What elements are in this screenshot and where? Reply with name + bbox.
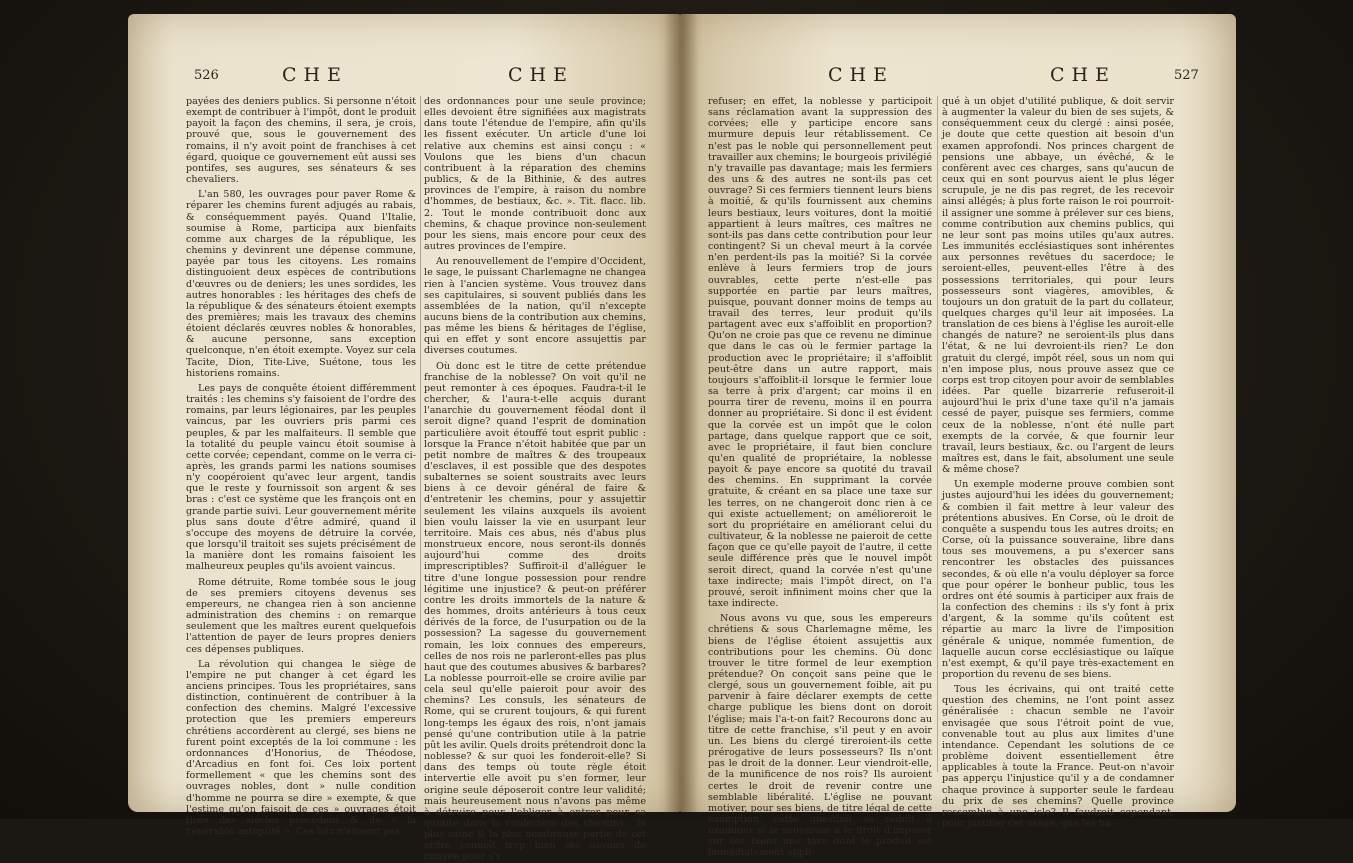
- paragraph: Rome détruite, Rome tombée sous le joug de ses premiers citoyens devenus ses empereurs, ne changea rien à son ancienne administration des chemins : on remarque seulement que les maîtres eurent quelquefois l'attention de payer de leurs propres deniers ces dépenses publiques.: [186, 576, 416, 655]
- left-column-1: [186, 96, 416, 837]
- paragraph: Où donc est le titre de cette prétendue franchise de la noblesse? On voit qu'il ne peut remonter à ces époques. Faudra-t-il le chercher, & l'aura-t-elle acquis durant l'anarchie du gouvernement féodal dont il seroit digne? quand l'esprit de domination particulière avoit étouffé tout esprit public : lorsque la France n'étoit habitée que par un petit nombre de maîtres & des troupeaux d'esclaves, il est possible que des despotes subalternes se soient soustraits avec leurs biens à ce devoir général de faire & d'entretenir les chemins, pour y assujettir seulement les vilains auxquels ils avoient bien voulu laisser la vie en usurpant leur territoire. Mais ces abus, nés d'abus plus monstrueux encore, nous seront-ils donnés aujourd'hui comme des droits imprescriptibles? Suffiroit-il d'alléguer le titre d'une longue possession pour rendre légitime une injustice? & peut-on préférer contre les droits immortels de la nature & des hommes, droits antérieurs à tous ceux dérivés de la force, de l'usurpation ou de la possession? La sagesse du gouvernement romain, les loix connues des empereurs, celles de nos rois ne parleront-elles pas plus haut que des coutumes abusives & barbares? La noblesse pourroit-elle se croire avilie par cela seul qu'elle paieroit pour avoir des chemins? Les consuls, les sénateurs de Rome, qui se crurent toujours, & qui furent long-temps les égaux des rois, n'ont jamais pensé qu'une contribution utile à la patrie pût les avilir. Quels droits prétendroit donc la noblesse? & sur quoi les fonderoit-elle? Si dans des temps où toute règle étoit intervertie elle avoit pu s'en former, leur origine seule déposeroit contre leur validité; mais heureusement nous n'avons pas même à détruire pour l'obliger à entrer pour sa quotité dans la confection des chemins : la plus saine & la plus nombreuse partie de cet ordre connoît trop bien ses devoirs de citoyen pour s'y: [424, 360, 646, 863]
- right-running-head-1: CHE: [828, 64, 894, 86]
- left-column-2: [424, 96, 646, 863]
- right-page: [680, 14, 1236, 859]
- left-running-head-1: CHE: [282, 64, 348, 86]
- right-page-header: [680, 64, 1236, 90]
- paragraph: Au renouvellement de l'empire d'Occident, le sage, le puissant Charlemagne ne changea rien à l'ancien système. Vous trouvez dans ses capitulaires, si souvent publiés dans les assemblées de la nation, qu'il n'excepte aucuns biens de la contribution aux chemins, pas même les biens & héritages de l'église, qui en effet y sont encore assujettis par diverses coutumes.: [424, 256, 646, 357]
- column-divider: [420, 96, 421, 772]
- left-page-number: 526: [194, 68, 219, 83]
- paragraph: qué à un objet d'utilité publique, & doit servir à augmenter la valeur du bien de ses sujets, & conséquemment ceux du clergé : ainsi posée, je doute que cette question ait besoin d'un examen approfondi. Nos princes chargent de pensions une abbaye, un évêché, & le confèrent avec ces charges, sans qu'aucun de ceux qui en sont pourvus aient le plus léger scrupule, je ne dis pas regret, de les recevoir ainsi allégés; à plus forte raison le roi pourroit-il assigner une somme à prélever sur ces biens, comme contribution aux chemins publics, qui ne leur sont pas moins utiles qu'aux autres. Les immunités ecclésiastiques sont inhérentes aux personnes revêtues du sacerdoce; le seroient-elles, peuvent-elles l'être à des possessions territoriales, qui pour leurs possesseurs sont viagères, amovibles, & toujours un don gratuit de la part du collateur, quelques charges qu'il leur ait imposées. La translation de ces biens à l'église les auroit-elle changés de nature? ne seroient-ils plus dans l'état, & ne lui devroient-ils rien? Le don gratuit du clergé, impôt réel, sous un nom qui n'en impose plus, nous prouve assez que ce corps est trop citoyen pour avoir de semblables idées. Par quelle bizarrerie refuseroit-il aujourd'hui le prix d'une taxe qu'il n'a jamais cessé de payer, puisque ses fermiers, comme ceux de la noblesse, n'ont été nulle part exempts de la corvée, & que fournir leur travail, leurs bestiaux, &c. ou l'argent de leurs maîtres est, dans le fait, absolument une seule & même chose?: [942, 96, 1174, 476]
- paragraph: L'an 580, les ouvrages pour paver Rome & réparer les chemins furent adjugés au rabais, & conséquemment payés. Quand l'Italie, soumise à Rome, participa aux bienfaits comme aux charges de la république, les chemins y devinrent une dépense commune, payée par tous les citoyens. Les romains distinguoient deux espèces de contributions d'œuvres ou de deniers; les unes sordides, les autres honorables : les héritages des chefs de la république & des sénateurs étoient exempts des premières; mais les travaux des chemins étoient déclarés œuvres nobles & honorables, & aucune personne, sans exception quelconque, n'en étoit exempte. Voyez sur cela Tacite, Dion, Tite-Live, Suétone, tous les historiens romains.: [186, 189, 416, 379]
- left-page: [128, 14, 680, 863]
- column-divider: [937, 96, 938, 772]
- paragraph: Les pays de conquête étoient différemment traités : les chemins s'y faisoient de l'ordre des romains, par leurs légionaires, par les peuples vaincus, par les ouvriers pris parmi ces peuples, & par les malfaiteurs. Il semble que la totalité du peuple vaincu étoit soumise à cette corvée; cependant, comme on le verra ci-après, les grands parmi les nations soumises n'y coopéroient qu'avec leur argent, tandis que le reste y fournissoit son argent & ses bras : c'est ce système que les françois ont en grande partie suivi. Leur gouvernement mérite plus sans doute d'être admiré, quand il s'occupe des moyens de détruire la corvée, que lorsqu'il traitoit ses sujets précisément de la manière dont les romains faisoient les malheureux peuples qu'ils avoient vaincus.: [186, 382, 416, 573]
- paragraph: payées des deniers publics. Si personne n'étoit exempt de contribuer à l'impôt, dont le produit payoit la façon des chemins, il sera, je crois, prouvé que, sous le gouvernement des romains, il n'y avoit point de franchises à cet égard, quoique ce gouvernement eût aussi ses pontifes, ses augures, ses sénateurs & ses chevaliers.: [186, 96, 416, 186]
- paragraph: Nous avons vu que, sous les empereurs chrétiens & sous Charlemagne même, les biens de l'église étoient assujettis aux contributions pour les chemins. Où donc trouver le titre formel de leur exemption prétendue? On conçoit sans peine que le clergé, sous un gouvernement foible, ait pu parvenir à faire déclarer exempts de cette charge publique les biens dont on doroit l'église; mais l'a-t-on fait? Recourons donc au titre de cette franchise, s'il peut y en avoir un. Les biens du clergé tireroient-ils cette prérogative de leurs possesseurs? Ils n'ont pas le droit de la donner. Leur viendroit-elle, de la munificence de nos rois? Ils auroient certes le droit de revenir contre une semblable libéralité. L'église ne pouvant motiver, pour ses biens, de titre légal de cette exemption, cette question se réduit à examiner si le souverain a le droit d'imposer sur ses biens une taxe dont le produit est immédiatement appli-: [708, 613, 932, 859]
- right-column-1: [708, 96, 932, 859]
- paragraph: Tous les écrivains, qui ont traité cette question des chemins, ne l'ont point assez généralisée : chacun semble ne l'avoir envisagée que sous l'étroit point de vue, convenable tout au plus aux limites d'une intendance. Cependant les solutions de ce problème doivent essentiellement être applicables à toute la France. Peut-on n'avoir pas apperçu l'injustice qu'il y a de condamner chaque province à supporter seule le fardeau du prix de ses chemins? Quelle province ressemble à une isle? Il faudroit cependant, pour justifier cet usage, que les ha-: [942, 684, 1174, 829]
- left-running-head-2: CHE: [508, 64, 574, 86]
- right-page-number: 527: [1174, 68, 1199, 83]
- right-running-head-2: CHE: [1050, 64, 1116, 86]
- paragraph: Un exemple moderne prouve combien sont justes aujourd'hui les idées du gouvernement; & combien il fait mettre à leur valeur des prétentions abusives. En Corse, où le droit de conquête a suspendu tous les autres droits; en Corse, où la puissance souveraine, libre dans tous ses mouvemens, a pu s'exercer sans rencontrer les obstacles des puissances secondes, & où elle n'a voulu déployer sa force que pour opérer le bonheur public, tous les ordres ont été soumis à participer aux frais de la confection des chemins : ils s'y font à prix d'argent, & la somme qu'ils coûtent est répartie au marc la livre de l'imposition générale & unique, nommée fumention, de laquelle aucun corse ecclésiastique ou laïque n'est exempt, & qu'il paye très-exactement en proportion du revenu de ses biens.: [942, 479, 1174, 680]
- paragraph: refuser; en effet, la noblesse y participoit sans réclamation avant la suppression des corvées; elle y participe encore sans murmure depuis leur rétablissement. Ce n'est pas le noble qui personnellement peut travailler aux chemins; le bourgeois privilégié n'y travaille pas davantage; mais les fermiers des uns & des autres ne sont-ils pas cet ouvrage? Si ces fermiers tiennent leurs biens à moitié, & qu'ils fournissent aux chemins leurs bestiaux, leurs voitures, dont la moitié appartient à leurs maîtres, ces maîtres ne sont-ils pas dans cette contribution pour leur contingent? Si un cheval meurt à la corvée n'en perdent-ils pas la moitié? Si la corvée enlève à leurs fermiers trop de jours ouvrables, cette perte n'est-elle pas supportée en partie par leurs maîtres, puisque, pouvant donner moins de temps au travail des terres, leur produit qu'ils partagent avec eux s'affoiblit en proportion? Qu'on ne croie pas que ce revenu ne diminue que dans le cas où le fermier partage la production avec le propriétaire; il s'affoiblit peut-être dans un autre rapport, mais toujours s'affoiblit-il lorsque le fermier loue sa terre à prix d'argent; car moins il en pourra tirer de revenu, moins il en pourra donner au propriétaire. Si donc il est évident que la corvée est un impôt que le colon partage, dans quelque rapport que ce soit, avec le propriétaire, il faut bien conclure qu'en qualité de propriétaire, la noblesse payoit & paye encore sa quotité du travail des chemins. En supprimant la corvée gratuite, & créant en sa place une taxe sur les terres, on ne changeroit donc rien à ce qui existe actuellement; on amélioreroit le sort du propriétaire en améliorant celui du cultivateur, & la noblesse ne paieroit de cette façon que ce qu'elle payoit de l'autre, il cette seule différence près que le nouvel impôt seroit direct, quand la corvée n'est qu'une taxe indirecte; mais l'impôt direct, on l'a prouvé, seroit infiniment moins cher que la taxe indirecte.: [708, 96, 932, 610]
- paragraph: des ordonnances pour une seule province; elles devoient être signifiées aux magistrats dans toute l'étendue de l'empire, afin qu'ils les fissent exécuter. Un article d'une loi relative aux chemins est ainsi conçu : « Voulons que les biens d'un chacun contribuent à la réparation des chemins publics, & de la Bithinie, & des autres provinces de l'empire, à raison du nombre d'hommes, de bestiaux, &c. ». Tit. flacc. lib. 2. Tout le monde contribuoit donc aux chemins, & chaque province non-seulement pour les siens, mais encore pour ceux des autres provinces de l'empire.: [424, 96, 646, 253]
- paragraph: La révolution qui changea le siège de l'empire ne put changer à cet égard les anciens principes. Tous les propriétaires, sans distinction, continuèrent de contribuer à la confection des chemins. Malgré l'excessive protection que les premiers empereurs chrétiens accordèrent au clergé, ses biens ne furent point exceptés de la loi commune : les ordonnances d'Honorius, de Théodose, d'Arcadius en font foi. Ces loix portent formellement « que les chemins sont des ouvrages nobles, dont » nulle condition d'homme ne pourra se dire » exempte, & que l'estime qu'on faisoit de ces » ouvrages étoit tirée des siècles précédens & de » la vénérable antiquité ». Ces loix n'étoient pas: [186, 658, 416, 837]
- right-column-2: [942, 96, 1174, 829]
- left-page-header: [128, 64, 680, 90]
